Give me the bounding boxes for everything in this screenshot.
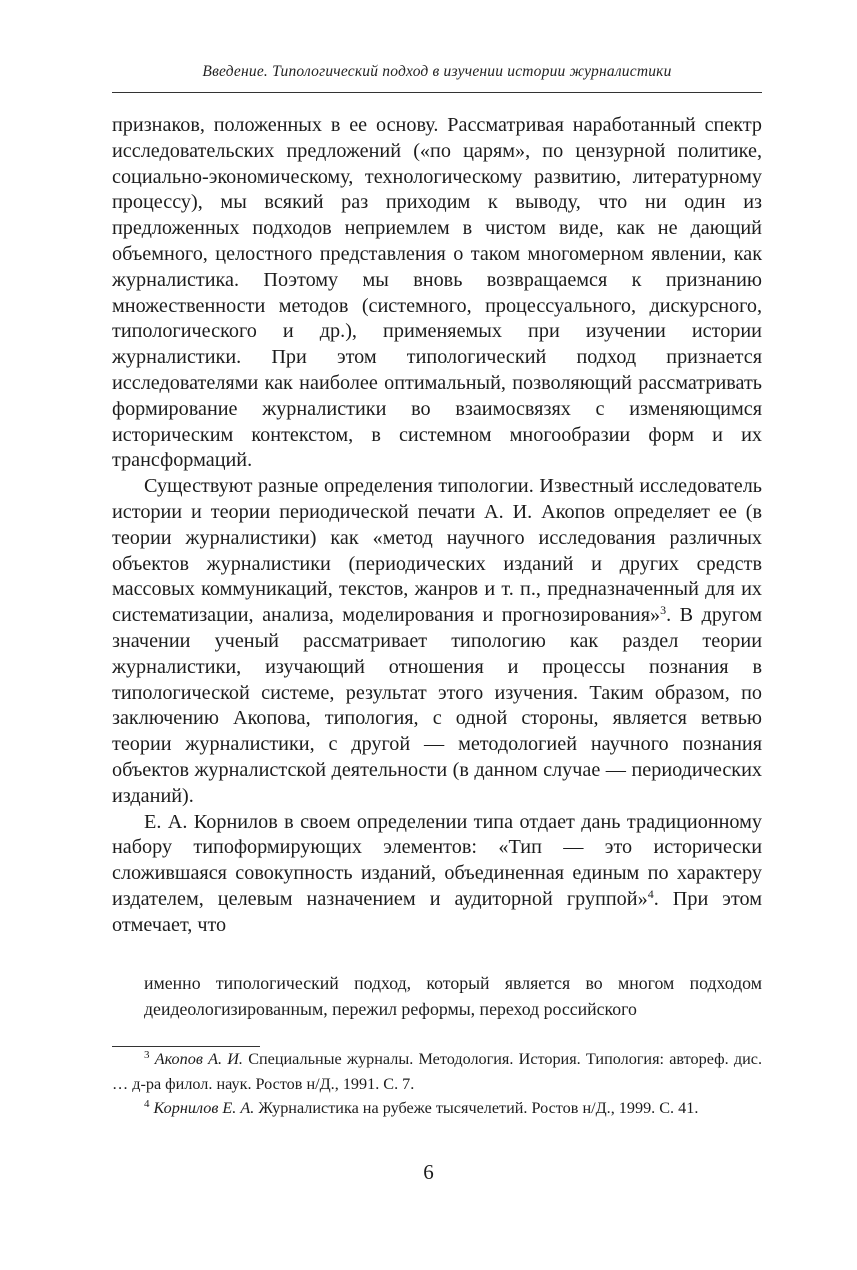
paragraph: [112, 474, 762, 809]
page-number: 6: [423, 1160, 434, 1184]
footnote-text: Специальные журналы. Методология. История. Типология: автореф. дис. … д-ра филол. наук. Ростов н/Д., 1991. С. 7.: [112, 1050, 762, 1093]
paragraph: [112, 810, 762, 939]
footnote: [112, 1096, 762, 1121]
footnote-ref[interactable]: 4: [647, 886, 654, 901]
paragraph-text: Е. А. Корнилов в своем определении типа отдает дань традиционному набору типоформирующих элементов: «Тип — это исторически сложившаяся совокупность изданий, объединенная единым по характеру издателем, целевым назначением и аудиторной группой»: [112, 810, 762, 910]
footnote-text: Журналистика на рубеже тысячелетий. Ростов н/Д., 1999. С. 41.: [254, 1099, 699, 1117]
running-head: Введение. Типологический подход в изучении истории журналистики: [202, 63, 672, 80]
block-quote: [144, 970, 762, 1022]
footnote-number: 4: [144, 1098, 150, 1110]
paragraph: признаков, положенных в ее основу. Рассматривая наработанный спектр исследовательских предложений («по царям», по цензурной политике, социально-экономическому, технологическому развитию, литературному процессу), мы всякий раз приходим к выводу, что ни один из предложенных подходов неприемлем в чистом виде, как не дающий объемного, целостного представления о таком многомерном явлении, как журналистика. Поэтому мы вновь возвращаемся к признанию множественности методов (системного, процессуального, дискурсного, типологического и др.), применяемых при изучении истории журналистики. При этом типологический подход признается исследователями как наиболее оптимальный, позволяющий рассматривать формирование журналистики во взаимосвязях с изменяющимся историческим контекстом, в системном многообразии форм и их трансформаций.: [112, 114, 762, 472]
header-rule: [112, 92, 762, 93]
footnote-number: 3: [144, 1049, 150, 1061]
footnote: [112, 1047, 762, 1096]
footnote-author: Корнилов Е. А.: [153, 1099, 255, 1117]
main-text: [112, 113, 762, 939]
footnotes: [112, 1047, 762, 1121]
paragraph-text: . В другом значении ученый рассматривает типологию как раздел теории журналистики, изучающий отношения и процессы познания в типологической системе, результат этого изучения. Таким образом, по заключению Акопова, типология, с одной стороны, является ветвью теории журналистики, с другой — методологией научного познания объектов журналистской деятельности (в данном случае — периодических изданий).: [112, 604, 762, 807]
footnote-ref[interactable]: 3: [660, 603, 667, 618]
paragraph-text: . При этом отмечает, что: [112, 887, 763, 936]
quote-text: именно типологический подход, который является во многом подходом деидеологизированным, пережил реформы, переход российского: [144, 973, 762, 1019]
paragraph-text: Существуют разные определения типологии. Известный исследователь истории и теории периодической печати А. И. Акопов определяет ее (в теории журналистики) как «метод научного исследования различных объектов журналистики (периодических изданий и других средств массовых коммуникаций, текстов, жанров и т. п., предназначенный для их систематизации, анализа, моделирования и прогнозирования»: [112, 475, 762, 627]
footnote-author: Акопов А. И.: [154, 1050, 243, 1068]
